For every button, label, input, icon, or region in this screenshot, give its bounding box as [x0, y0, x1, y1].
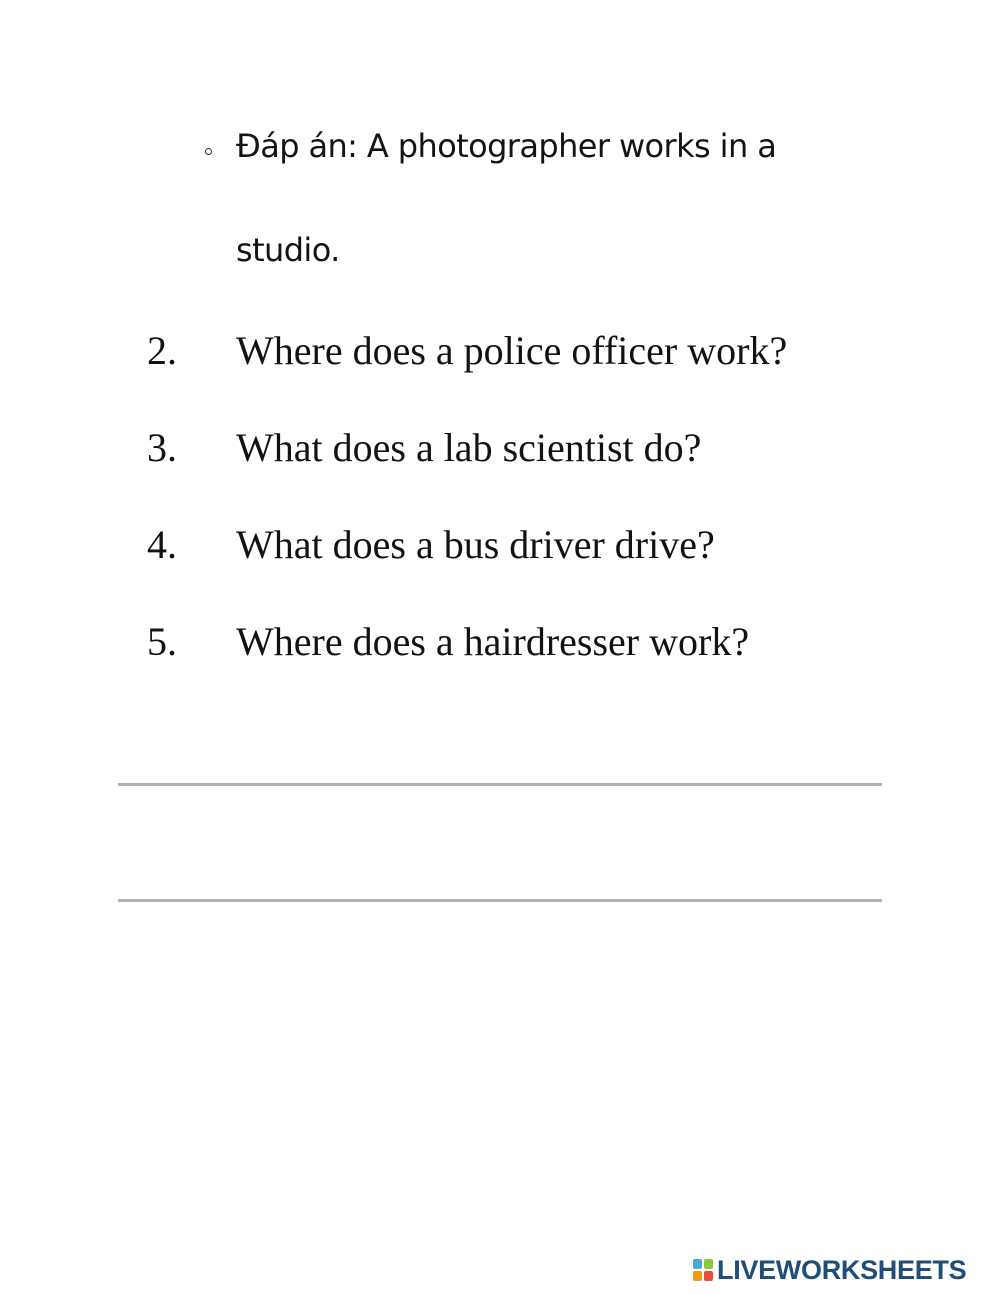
question-text: Where does a hairdresser work?	[236, 619, 750, 664]
hollow-bullet-icon	[205, 148, 212, 155]
question-number: 5.	[147, 619, 177, 664]
logo-tile	[693, 1259, 702, 1269]
liveworksheets-logo-icon	[693, 1259, 713, 1281]
logo-tile	[704, 1271, 713, 1281]
question-number: 4.	[147, 522, 177, 567]
liveworksheets-logo[interactable]	[693, 1256, 966, 1284]
answer-paragraph	[236, 120, 856, 276]
question-text: Where does a police officer work?	[236, 328, 788, 373]
question-item	[147, 423, 701, 473]
logo-text: LIVEWORKSHEETS	[717, 1255, 967, 1285]
answer-blank-line[interactable]	[118, 899, 882, 902]
question-text: What does a lab scientist do?	[236, 425, 702, 470]
answer-line-1: Đáp án: A photographer works in a	[236, 127, 777, 165]
answer-line-2: studio.	[236, 231, 340, 269]
question-item	[147, 520, 715, 570]
question-item	[147, 326, 787, 376]
question-text: What does a bus driver drive?	[236, 522, 715, 567]
logo-tile	[704, 1259, 713, 1269]
question-number: 3.	[147, 425, 177, 470]
question-item	[147, 617, 749, 667]
logo-tile	[693, 1271, 702, 1281]
answer-blank-line[interactable]	[118, 783, 882, 786]
question-number: 2.	[147, 328, 177, 373]
